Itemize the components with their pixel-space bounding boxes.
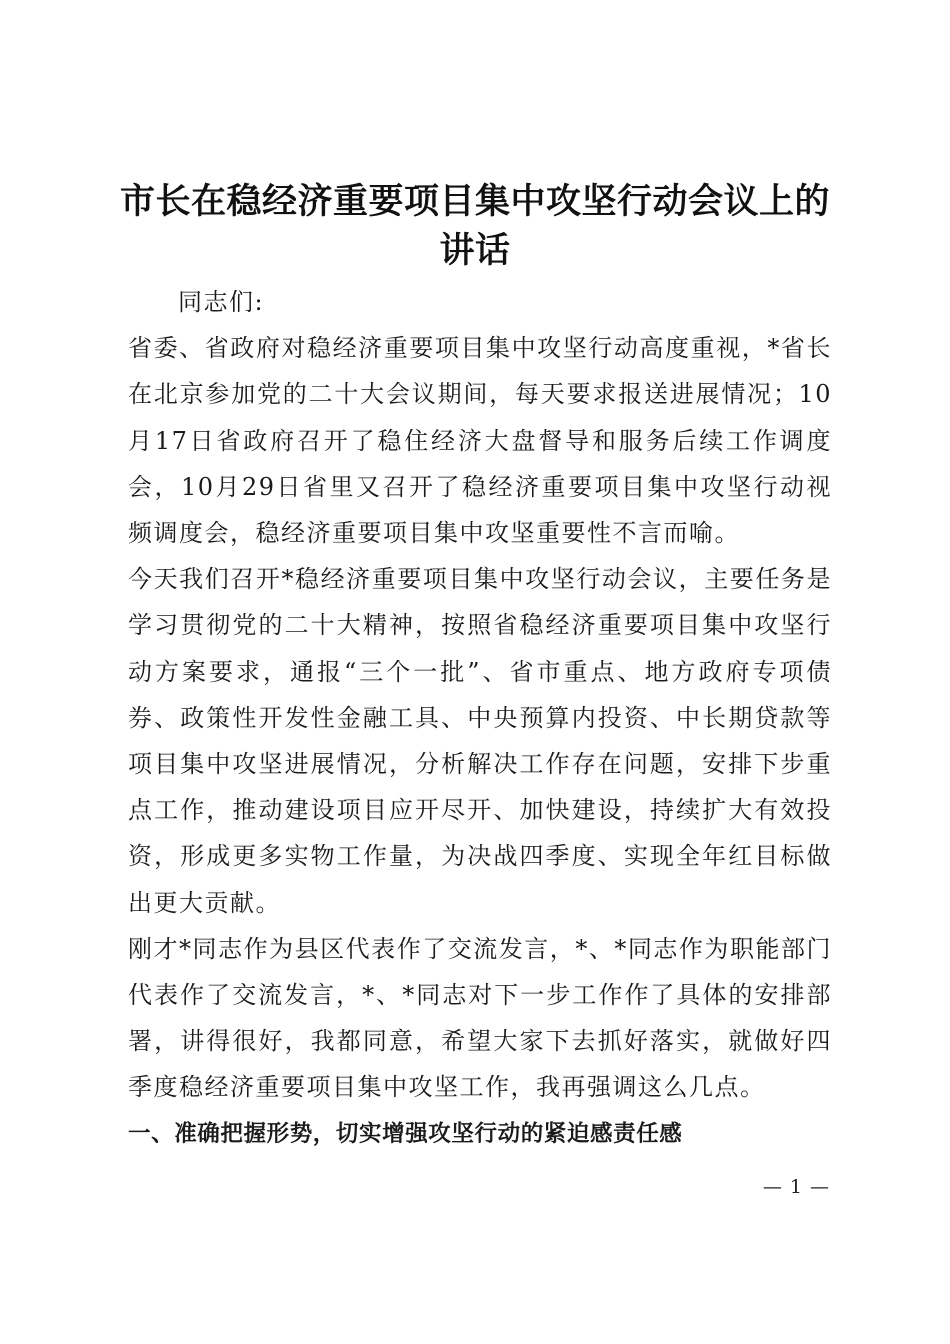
- document-body: [128, 279, 832, 1157]
- paragraph: 刚才*同志作为县区代表作了交流发言，*、*同志作为职能部门代表作了交流发言，*、*同志对下一步工作作了具体的安排部署，讲得很好，我都同意，希望大家下去抓好落实，就做好四季度稳经济重要项目集中攻坚工作，我再强调这么几点。: [128, 934, 832, 1102]
- paragraph: 省委、省政府对稳经济重要项目集中攻坚行动高度重视，*省长在北京参加党的二十大会议期间，每天要求报送进展情况；10月17日省政府召开了稳住经济大盘督导和服务后续工作调度会，10月29日省里又召开了稳经济重要项目集中攻坚行动视频调度会，稳经济重要项目集中攻坚重要性不言而喻。: [128, 334, 832, 548]
- section-heading: 一、准确把握形势，切实增强攻坚行动的紧迫感责任感: [128, 1120, 683, 1147]
- paragraph: 今天我们召开*稳经济重要项目集中攻坚行动会议，主要任务是学习贯彻党的二十大精神，按照省稳经济重要项目集中攻坚行动方案要求，通报“三个一批”、省市重点、地方政府专项债券、政策性开发性金融工具、中央预算内投资、中长期贷款等项目集中攻坚进展情况，分析解决工作存在问题，安排下步重点工作，推动建设项目应开尽开、加快建设，持续扩大有效投资，形成更多实物工作量，为决战四季度、实现全年红目标做出更大贡献。: [128, 565, 832, 917]
- page-number: — 1 —: [762, 1176, 830, 1198]
- salutation: 同志们:: [178, 288, 265, 316]
- document-title: 市长在稳经济重要项目集中攻坚行动会议上的讲话: [119, 182, 830, 271]
